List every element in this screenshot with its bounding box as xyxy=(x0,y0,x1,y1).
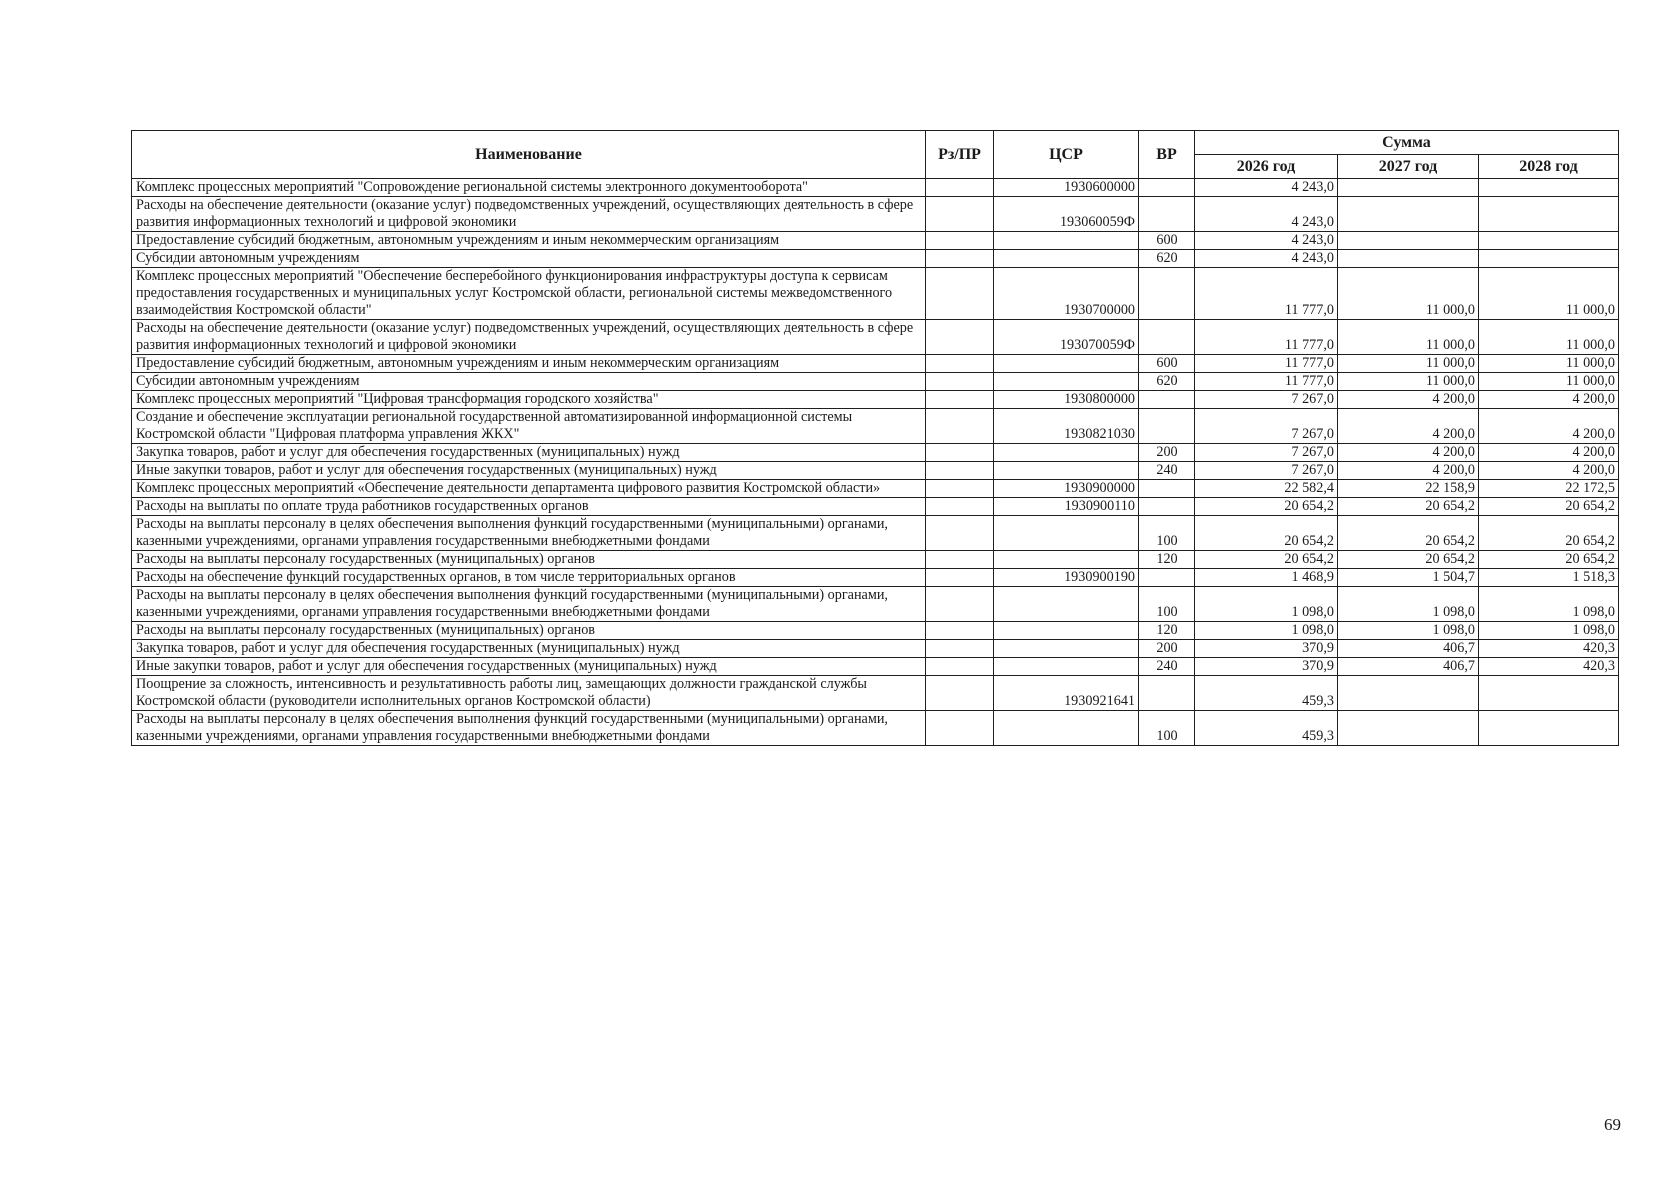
cell-2027 xyxy=(1338,250,1479,268)
cell-csr xyxy=(994,444,1139,462)
cell-vr: 600 xyxy=(1139,355,1195,373)
cell-rz-pr xyxy=(926,179,994,197)
cell-name: Расходы на выплаты персоналу в целях обеспечения выполнения функций государственными (муниципальными) органами, казенными учреждениями, органами управления государственными внебюджетными фондами xyxy=(132,711,926,746)
cell-csr xyxy=(994,355,1139,373)
cell-2026: 11 777,0 xyxy=(1195,320,1338,355)
table-row xyxy=(132,391,1619,409)
cell-vr: 100 xyxy=(1139,711,1195,746)
cell-csr: 1930821030 xyxy=(994,409,1139,444)
cell-rz-pr xyxy=(926,551,994,569)
cell-csr xyxy=(994,640,1139,658)
cell-vr xyxy=(1139,197,1195,232)
cell-2028: 11 000,0 xyxy=(1479,268,1619,320)
cell-2027: 20 654,2 xyxy=(1338,516,1479,551)
cell-2028 xyxy=(1479,179,1619,197)
cell-vr: 100 xyxy=(1139,516,1195,551)
cell-csr: 1930921641 xyxy=(994,676,1139,711)
cell-vr: 120 xyxy=(1139,622,1195,640)
table-row xyxy=(132,711,1619,746)
cell-name: Расходы на выплаты персоналу в целях обеспечения выполнения функций государственными (муниципальными) органами, казенными учреждениями, органами управления государственными внебюджетными фондами xyxy=(132,516,926,551)
cell-2026: 20 654,2 xyxy=(1195,498,1338,516)
cell-2026: 1 098,0 xyxy=(1195,587,1338,622)
cell-vr xyxy=(1139,179,1195,197)
cell-2028: 11 000,0 xyxy=(1479,373,1619,391)
cell-2028: 11 000,0 xyxy=(1479,320,1619,355)
cell-csr xyxy=(994,658,1139,676)
cell-vr: 200 xyxy=(1139,640,1195,658)
header-year-2026: 2026 год xyxy=(1195,155,1338,179)
cell-2026: 459,3 xyxy=(1195,711,1338,746)
cell-csr xyxy=(994,250,1139,268)
cell-2027: 20 654,2 xyxy=(1338,498,1479,516)
header-sum: Сумма xyxy=(1195,131,1619,155)
cell-2026: 459,3 xyxy=(1195,676,1338,711)
cell-2026: 4 243,0 xyxy=(1195,232,1338,250)
cell-csr xyxy=(994,232,1139,250)
cell-vr xyxy=(1139,320,1195,355)
cell-vr xyxy=(1139,498,1195,516)
cell-csr xyxy=(994,587,1139,622)
cell-rz-pr xyxy=(926,197,994,232)
table-row xyxy=(132,373,1619,391)
cell-vr xyxy=(1139,409,1195,444)
table-row xyxy=(132,409,1619,444)
cell-2028 xyxy=(1479,676,1619,711)
cell-2028: 420,3 xyxy=(1479,658,1619,676)
cell-name: Комплекс процессных мероприятий "Сопровождение региональной системы электронного документооборота" xyxy=(132,179,926,197)
cell-2026: 11 777,0 xyxy=(1195,268,1338,320)
cell-2026: 22 582,4 xyxy=(1195,480,1338,498)
cell-2027: 11 000,0 xyxy=(1338,355,1479,373)
cell-csr xyxy=(994,462,1139,480)
cell-2028 xyxy=(1479,711,1619,746)
cell-csr: 1930600000 xyxy=(994,179,1139,197)
cell-vr xyxy=(1139,676,1195,711)
cell-2027: 4 200,0 xyxy=(1338,462,1479,480)
header-csr: ЦСР xyxy=(994,131,1139,179)
cell-2027: 11 000,0 xyxy=(1338,320,1479,355)
cell-2028 xyxy=(1479,197,1619,232)
cell-name: Комплекс процессных мероприятий "Обеспечение бесперебойного функционирования инфраструктуры доступа к сервисам предоставления государственных и муниципальных услуг Костромской области, региональной системы межведомственного взаимодействия Костромской области" xyxy=(132,268,926,320)
cell-vr xyxy=(1139,569,1195,587)
table-row xyxy=(132,658,1619,676)
table-row xyxy=(132,640,1619,658)
cell-2026: 370,9 xyxy=(1195,640,1338,658)
cell-2026: 7 267,0 xyxy=(1195,409,1338,444)
cell-csr: 193060059Ф xyxy=(994,197,1139,232)
cell-vr: 600 xyxy=(1139,232,1195,250)
cell-vr: 240 xyxy=(1139,658,1195,676)
cell-2026: 1 468,9 xyxy=(1195,569,1338,587)
cell-2028: 1 098,0 xyxy=(1479,587,1619,622)
table-row xyxy=(132,569,1619,587)
cell-name: Иные закупки товаров, работ и услуг для обеспечения государственных (муниципальных) нужд xyxy=(132,658,926,676)
cell-name: Комплекс процессных мероприятий «Обеспечение деятельности департамента цифрового развития Костромской области» xyxy=(132,480,926,498)
cell-2028: 20 654,2 xyxy=(1479,551,1619,569)
cell-name: Поощрение за сложность, интенсивность и результативность работы лиц, замещающих должности гражданской службы Костромской области (руководители исполнительных органов Костромской области) xyxy=(132,676,926,711)
cell-rz-pr xyxy=(926,658,994,676)
cell-rz-pr xyxy=(926,480,994,498)
cell-name: Закупка товаров, работ и услуг для обеспечения государственных (муниципальных) нужд xyxy=(132,444,926,462)
cell-name: Субсидии автономным учреждениям xyxy=(132,373,926,391)
cell-2026: 1 098,0 xyxy=(1195,622,1338,640)
table-row xyxy=(132,355,1619,373)
cell-name: Закупка товаров, работ и услуг для обеспечения государственных (муниципальных) нужд xyxy=(132,640,926,658)
cell-name: Расходы на выплаты по оплате труда работников государственных органов xyxy=(132,498,926,516)
cell-2026: 4 243,0 xyxy=(1195,179,1338,197)
table-row xyxy=(132,480,1619,498)
cell-vr: 620 xyxy=(1139,250,1195,268)
header-vr: ВР xyxy=(1139,131,1195,179)
cell-2026: 7 267,0 xyxy=(1195,444,1338,462)
cell-2028: 4 200,0 xyxy=(1479,409,1619,444)
cell-2028: 4 200,0 xyxy=(1479,462,1619,480)
cell-rz-pr xyxy=(926,391,994,409)
cell-2027: 11 000,0 xyxy=(1338,268,1479,320)
cell-2026: 370,9 xyxy=(1195,658,1338,676)
cell-2028 xyxy=(1479,232,1619,250)
header-year-2027: 2027 год xyxy=(1338,155,1479,179)
cell-rz-pr xyxy=(926,587,994,622)
cell-vr: 120 xyxy=(1139,551,1195,569)
cell-rz-pr xyxy=(926,711,994,746)
cell-csr: 1930900190 xyxy=(994,569,1139,587)
cell-rz-pr xyxy=(926,373,994,391)
cell-csr: 1930800000 xyxy=(994,391,1139,409)
cell-2027 xyxy=(1338,711,1479,746)
budget-table xyxy=(131,130,1619,746)
cell-name: Комплекс процессных мероприятий "Цифровая трансформация городского хозяйства" xyxy=(132,391,926,409)
page-number: 69 xyxy=(1604,1115,1621,1134)
cell-2028: 22 172,5 xyxy=(1479,480,1619,498)
table-row xyxy=(132,444,1619,462)
table-row xyxy=(132,320,1619,355)
cell-2027: 4 200,0 xyxy=(1338,409,1479,444)
cell-2028: 20 654,2 xyxy=(1479,498,1619,516)
cell-2027 xyxy=(1338,197,1479,232)
cell-name: Расходы на выплаты персоналу государственных (муниципальных) органов xyxy=(132,622,926,640)
cell-vr: 200 xyxy=(1139,444,1195,462)
header-year-2028: 2028 год xyxy=(1479,155,1619,179)
header-rz-pr: Рз/ПР xyxy=(926,131,994,179)
cell-2026: 11 777,0 xyxy=(1195,355,1338,373)
cell-csr xyxy=(994,622,1139,640)
cell-2028: 20 654,2 xyxy=(1479,516,1619,551)
table-row xyxy=(132,250,1619,268)
cell-name: Предоставление субсидий бюджетным, автономным учреждениям и иным некоммерческим организациям xyxy=(132,232,926,250)
cell-2026: 4 243,0 xyxy=(1195,250,1338,268)
cell-2026: 20 654,2 xyxy=(1195,551,1338,569)
cell-csr xyxy=(994,551,1139,569)
cell-vr xyxy=(1139,268,1195,320)
cell-2027: 406,7 xyxy=(1338,640,1479,658)
cell-2028 xyxy=(1479,250,1619,268)
cell-2027: 11 000,0 xyxy=(1338,373,1479,391)
header-name: Наименование xyxy=(132,131,926,179)
cell-csr: 1930700000 xyxy=(994,268,1139,320)
cell-rz-pr xyxy=(926,516,994,551)
table-row xyxy=(132,587,1619,622)
table-row xyxy=(132,622,1619,640)
table-row xyxy=(132,676,1619,711)
cell-name: Предоставление субсидий бюджетным, автономным учреждениям и иным некоммерческим организациям xyxy=(132,355,926,373)
table-row xyxy=(132,179,1619,197)
cell-rz-pr xyxy=(926,569,994,587)
cell-2028: 11 000,0 xyxy=(1479,355,1619,373)
cell-2028: 4 200,0 xyxy=(1479,391,1619,409)
table-row xyxy=(132,551,1619,569)
cell-2026: 20 654,2 xyxy=(1195,516,1338,551)
cell-name: Расходы на выплаты персоналу государственных (муниципальных) органов xyxy=(132,551,926,569)
cell-rz-pr xyxy=(926,232,994,250)
cell-csr xyxy=(994,373,1139,391)
cell-rz-pr xyxy=(926,268,994,320)
cell-rz-pr xyxy=(926,622,994,640)
cell-vr xyxy=(1139,391,1195,409)
table-row xyxy=(132,462,1619,480)
cell-name: Расходы на обеспечение деятельности (оказание услуг) подведомственных учреждений, осуществляющих деятельность в сфере развития информационных технологий и цифровой экономики xyxy=(132,320,926,355)
cell-vr: 240 xyxy=(1139,462,1195,480)
cell-2027: 406,7 xyxy=(1338,658,1479,676)
cell-rz-pr xyxy=(926,320,994,355)
cell-2026: 4 243,0 xyxy=(1195,197,1338,232)
cell-2027: 22 158,9 xyxy=(1338,480,1479,498)
cell-2027: 1 098,0 xyxy=(1338,622,1479,640)
cell-name: Расходы на обеспечение функций государственных органов, в том числе территориальных органов xyxy=(132,569,926,587)
cell-2028: 1 098,0 xyxy=(1479,622,1619,640)
cell-vr xyxy=(1139,480,1195,498)
cell-2028: 4 200,0 xyxy=(1479,444,1619,462)
cell-vr: 100 xyxy=(1139,587,1195,622)
cell-rz-pr xyxy=(926,462,994,480)
table-body xyxy=(132,179,1619,746)
table-row xyxy=(132,232,1619,250)
cell-name: Иные закупки товаров, работ и услуг для обеспечения государственных (муниципальных) нужд xyxy=(132,462,926,480)
cell-2027: 1 504,7 xyxy=(1338,569,1479,587)
cell-2026: 11 777,0 xyxy=(1195,373,1338,391)
table-row xyxy=(132,498,1619,516)
cell-rz-pr xyxy=(926,640,994,658)
cell-2027: 4 200,0 xyxy=(1338,444,1479,462)
cell-rz-pr xyxy=(926,250,994,268)
table-row xyxy=(132,197,1619,232)
cell-2027 xyxy=(1338,676,1479,711)
cell-2027 xyxy=(1338,179,1479,197)
cell-name: Субсидии автономным учреждениям xyxy=(132,250,926,268)
cell-2027: 4 200,0 xyxy=(1338,391,1479,409)
cell-name: Расходы на выплаты персоналу в целях обеспечения выполнения функций государственными (муниципальными) органами, казенными учреждениями, органами управления государственными внебюджетными фондами xyxy=(132,587,926,622)
cell-csr xyxy=(994,516,1139,551)
cell-2027 xyxy=(1338,232,1479,250)
cell-csr: 1930900000 xyxy=(994,480,1139,498)
cell-2027: 1 098,0 xyxy=(1338,587,1479,622)
cell-vr: 620 xyxy=(1139,373,1195,391)
cell-csr xyxy=(994,711,1139,746)
cell-rz-pr xyxy=(926,355,994,373)
cell-rz-pr xyxy=(926,676,994,711)
cell-rz-pr xyxy=(926,498,994,516)
cell-2028: 1 518,3 xyxy=(1479,569,1619,587)
table-row xyxy=(132,268,1619,320)
cell-csr: 1930900110 xyxy=(994,498,1139,516)
table-row xyxy=(132,516,1619,551)
cell-csr: 193070059Ф xyxy=(994,320,1139,355)
cell-2026: 7 267,0 xyxy=(1195,391,1338,409)
cell-rz-pr xyxy=(926,444,994,462)
cell-2026: 7 267,0 xyxy=(1195,462,1338,480)
cell-name: Расходы на обеспечение деятельности (оказание услуг) подведомственных учреждений, осуществляющих деятельность в сфере развития информационных технологий и цифровой экономики xyxy=(132,197,926,232)
cell-rz-pr xyxy=(926,409,994,444)
cell-2028: 420,3 xyxy=(1479,640,1619,658)
cell-2027: 20 654,2 xyxy=(1338,551,1479,569)
cell-name: Создание и обеспечение эксплуатации региональной государственной автоматизированной информационной системы Костромской области "Цифровая платформа управления ЖКХ" xyxy=(132,409,926,444)
